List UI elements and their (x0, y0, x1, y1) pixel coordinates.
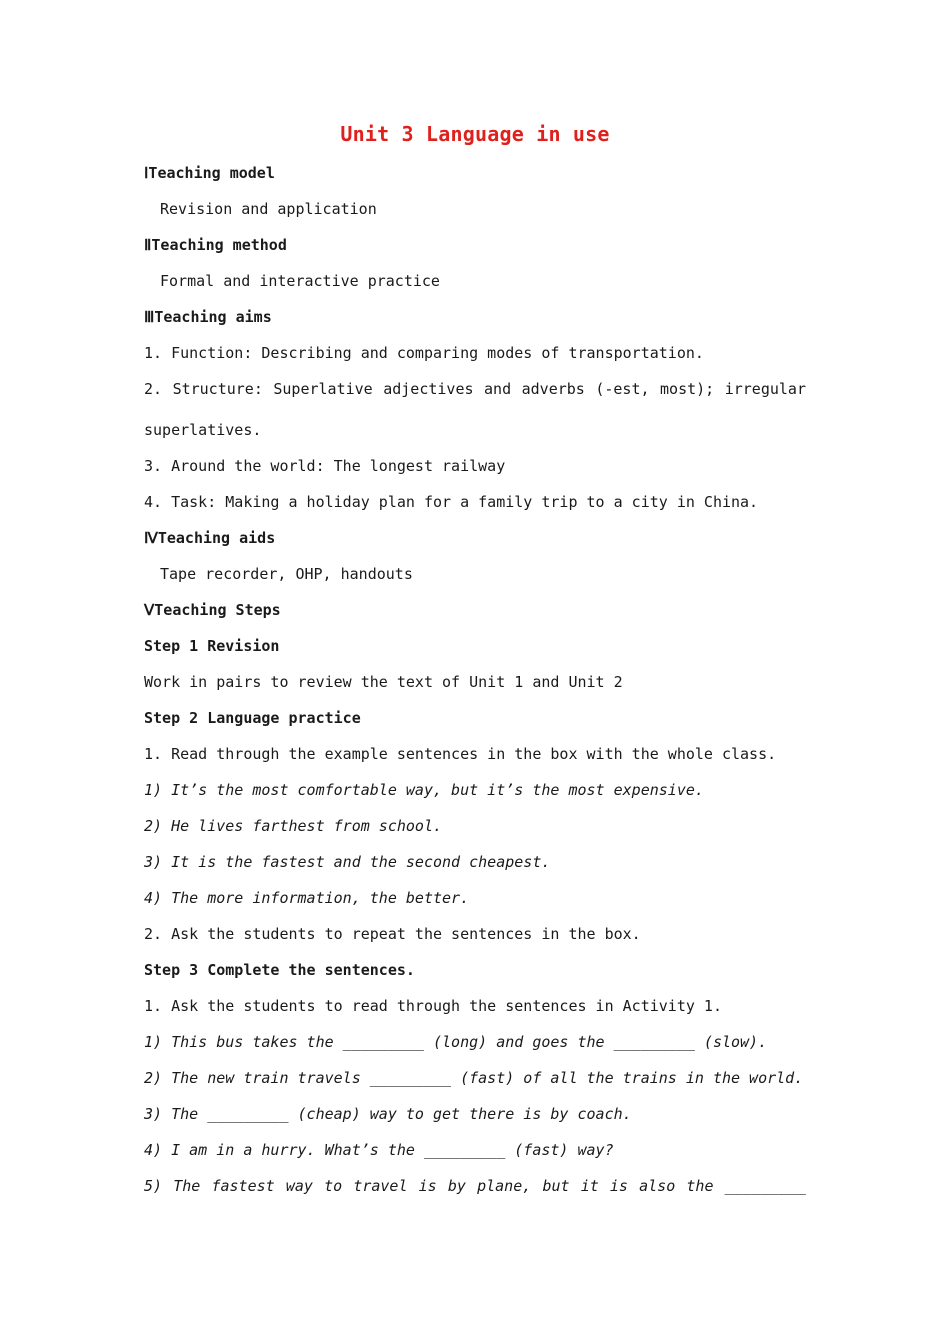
step3-heading: Step 3 Complete the sentences. (144, 961, 415, 979)
example-sentence: 4) The more information, the better. (144, 889, 470, 907)
aim-item-2-word: Superlative (273, 380, 373, 398)
exercise-sentence-5-word: it (580, 1177, 599, 1195)
section-heading-teaching-aims: ⅢTeaching aims (144, 308, 272, 326)
aim-item-2-word: irregular (724, 380, 806, 398)
aim-item-2-word: Structure: (172, 380, 263, 398)
aim-item-4: 4. Task: Making a holiday plan for a family trip to a city in China. (144, 493, 759, 511)
example-sentence: 3) It is the fastest and the second cheapest. (144, 853, 551, 871)
exercise-sentence-5-word: plane, (477, 1177, 532, 1195)
step3-instruction-1: 1. Ask the students to read through the sentences in Activity 1. (144, 997, 722, 1015)
step2-instruction-2: 2. Ask the students to repeat the sentences in the box. (144, 925, 641, 943)
exercise-sentence-5-word: is (418, 1177, 437, 1195)
step1-body: Work in pairs to review the text of Unit 1 and Unit 2 (144, 673, 623, 691)
exercise-sentence-5-word: also (639, 1177, 676, 1195)
step2-instruction-1: 1. Read through the example sentences in the box with the whole class. (144, 745, 777, 763)
exercise-sentence-5-word: fastest (211, 1177, 275, 1195)
exercise-sentence-5-word: by (447, 1177, 466, 1195)
aim-item-2-word: 2. (144, 380, 163, 398)
page-title: Unit 3 Language in use (340, 122, 610, 146)
section-body-teaching-method: Formal and interactive practice (160, 272, 440, 290)
exercise-sentence-5-word: travel (353, 1177, 408, 1195)
example-sentence: 1) It’s the most comfortable way, but it’s the most expensive. (144, 781, 704, 799)
section-heading-teaching-method: ⅡTeaching method (144, 236, 287, 254)
aim-item-2-word: (-est, (595, 380, 650, 398)
exercise-sentence-5-word: _________ (724, 1177, 806, 1195)
exercise-sentence-5-word: to (324, 1177, 343, 1195)
exercise-sentence-5-word: but (542, 1177, 570, 1195)
section-heading-teaching-aids: ⅣTeaching aids (144, 529, 276, 547)
exercise-sentence-5-word: is (609, 1177, 628, 1195)
exercise-sentence-5-word: 5) (144, 1177, 163, 1195)
aim-item-1: 1. Function: Describing and comparing modes of transportation. (144, 344, 704, 362)
exercise-sentence: 3) The _________ (cheap) way to get there is by coach. (144, 1105, 632, 1123)
aim-item-3: 3. Around the world: The longest railway (144, 457, 506, 475)
exercise-sentence: 4) I am in a hurry. What’s the _________ (fast) way? (144, 1141, 614, 1159)
section-heading-teaching-steps: ⅤTeaching Steps (144, 601, 281, 619)
aim-item-2-word: adjectives (383, 380, 474, 398)
exercise-sentence-5 (144, 1176, 806, 1196)
example-sentence: 2) He lives farthest from school. (144, 817, 443, 835)
exercise-sentence: 2) The new train travels _________ (fast) of all the trains in the world. (144, 1069, 804, 1087)
exercise-sentence-5-word: The (173, 1177, 201, 1195)
exercise-sentence-5-word: the (686, 1177, 714, 1195)
section-body-teaching-model: Revision and application (160, 200, 377, 218)
aim-item-2-word: adverbs (521, 380, 585, 398)
step1-heading: Step 1 Revision (144, 637, 280, 655)
section-body-teaching-aids: Tape recorder, OHP, handouts (160, 565, 413, 583)
aim-item-2-continued: superlatives. (144, 421, 262, 439)
aim-item-2-word: and (484, 380, 512, 398)
step2-heading: Step 2 Language practice (144, 709, 361, 727)
section-heading-teaching-model: ⅠTeaching model (144, 164, 275, 182)
exercise-sentence-5-word: way (285, 1177, 313, 1195)
aim-item-2-word: most); (660, 380, 715, 398)
aim-item-2 (144, 379, 806, 399)
exercise-sentence: 1) This bus takes the _________ (long) and goes the _________ (slow). (144, 1033, 768, 1051)
